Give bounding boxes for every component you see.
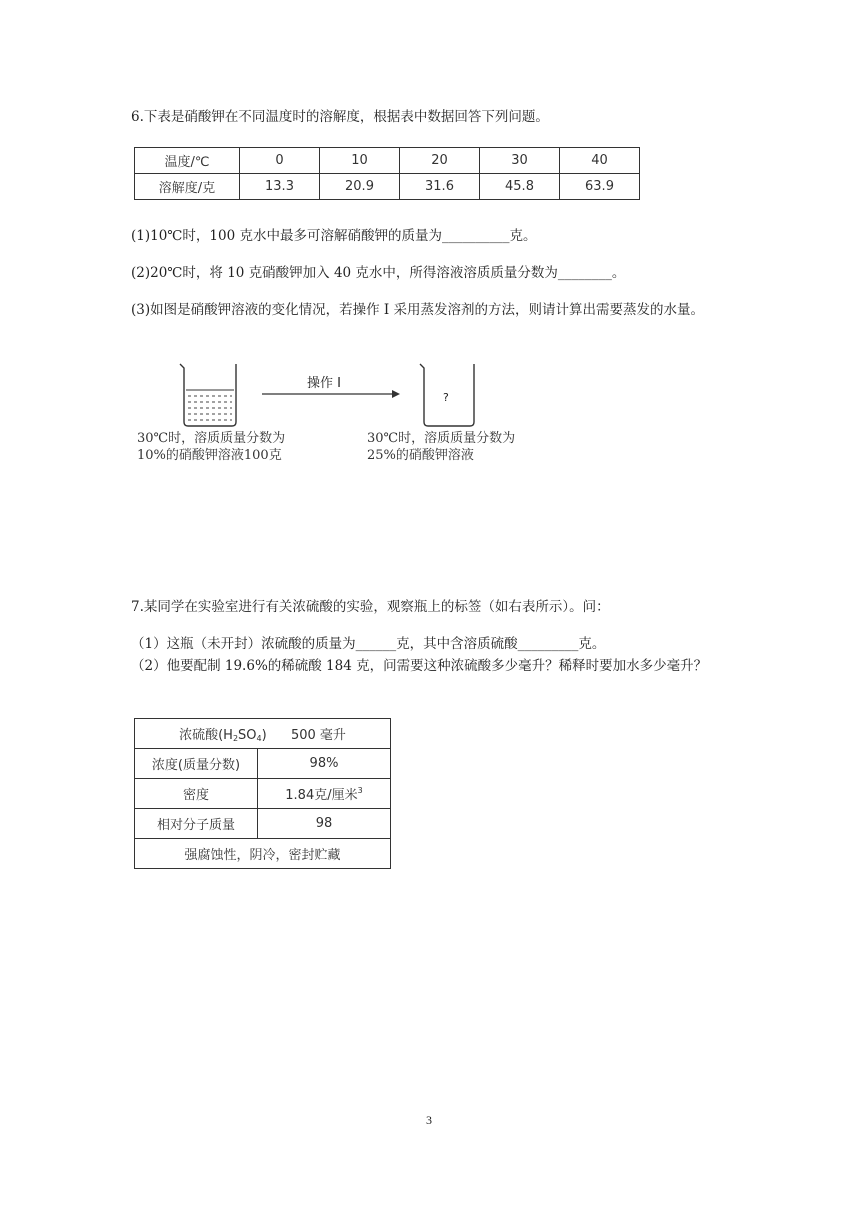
right-caption-1: 30℃时，溶质质量分数为 xyxy=(367,431,516,446)
mw-key: 相对分子质量 xyxy=(135,809,258,839)
page-number: 3 xyxy=(426,1113,432,1127)
table-row xyxy=(135,839,391,869)
q6-sub3: (3)如图是硝酸钾溶液的变化情况，若操作 I 采用蒸发溶剂的方法，则请计算出需要蒸发的水量。 xyxy=(131,302,705,318)
q7-stem: 7.某同学在实验室进行有关浓硫酸的实验，观察瓶上的标签（如右表所示）。问： xyxy=(131,599,610,615)
q6-stem: 6.下表是硝酸钾在不同温度时的溶解度，根据表中数据回答下列问题。 xyxy=(131,109,549,125)
mw-value: 98 xyxy=(258,809,391,839)
operation-label: 操作 I xyxy=(307,376,341,391)
q7-sub2: （2）他要配制 19.6%的稀硫酸 184 克，问需要这种浓硫酸多少毫升？稀释时要加水多少毫升？ xyxy=(131,658,708,674)
acid-volume: 500 毫升 xyxy=(290,728,346,743)
operation-arrow xyxy=(262,390,400,398)
table-row xyxy=(135,719,391,749)
solubility-cell: 31.6 xyxy=(400,174,480,200)
left-beaker xyxy=(180,364,236,426)
storage-warning: 强腐蚀性，阴冷，密封贮藏 xyxy=(135,839,391,869)
temp-cell: 10 xyxy=(320,148,400,174)
left-caption-1: 30℃时，溶质质量分数为 xyxy=(137,431,286,446)
q7-sub1: （1）这瓶（未开封）浓硫酸的质量为______克，其中含溶质硫酸_________克。 xyxy=(131,636,606,652)
solubility-cell: 63.9 xyxy=(560,174,640,200)
right-caption-2: 25%的硝酸钾溶液 xyxy=(367,448,474,463)
temp-cell: 0 xyxy=(240,148,320,174)
q6-sub2: (2)20℃时，将 10 克硝酸钾加入 40 克水中，所得溶液溶质质量分数为________。 xyxy=(131,265,626,281)
acid-name: 浓硫酸$(H_2SO_4)$ xyxy=(179,728,267,743)
temp-cell: 30 xyxy=(480,148,560,174)
density-key: 密度 xyxy=(135,779,258,809)
label-title xyxy=(135,719,391,749)
table-row xyxy=(135,749,391,779)
solubility-cell: 20.9 xyxy=(320,174,400,200)
temp-cell: 40 xyxy=(560,148,640,174)
acid-label-table xyxy=(134,718,391,869)
table-row xyxy=(135,809,391,839)
temp-cell: 20 xyxy=(400,148,480,174)
solubility-cell: 13.3 xyxy=(240,174,320,200)
conc-value: 98% xyxy=(258,749,391,779)
unknown-mark: ? xyxy=(443,391,449,404)
table-row xyxy=(135,779,391,809)
temp-header: 温度/℃ xyxy=(135,148,240,174)
solubility-cell: 45.8 xyxy=(480,174,560,200)
table-row xyxy=(135,174,640,200)
table-row xyxy=(135,148,640,174)
left-caption-2: 10%的硝酸钾溶液100克 xyxy=(137,448,282,463)
q6-sub1: (1)10℃时，100 克水中最多可溶解硝酸钾的质量为__________克。 xyxy=(131,228,537,244)
solubility-table xyxy=(134,147,640,200)
density-value: 1.84克/厘米$^3$ xyxy=(258,779,391,809)
conc-key: 浓度(质量分数) xyxy=(135,749,258,779)
solubility-header: 溶解度/克 xyxy=(135,174,240,200)
